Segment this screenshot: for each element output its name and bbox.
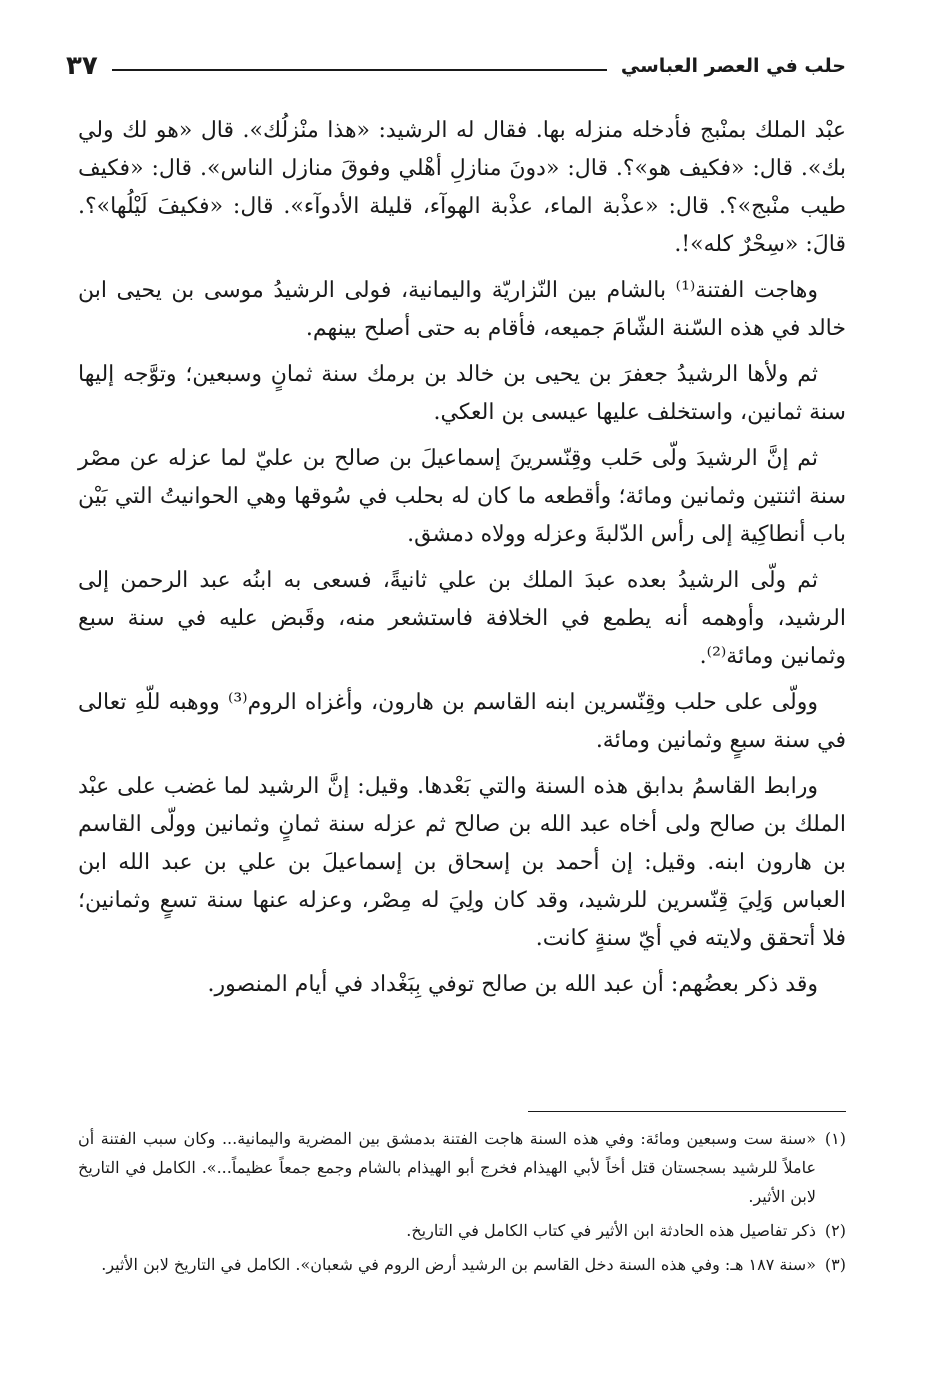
footnote-text: ذكر تفاصيل هذه الحادثة ابن الأثير في كتاب الكامل في التاريخ. xyxy=(406,1221,816,1240)
paragraph: وهاجت الفتنة⁽¹⁾ بالشام بين النّزاريّة واليمانية، فولى الرشيدُ موسى بن يحيى ابن خالد في هذه السّنة الشّامَ جميعه، فأقام به حتى أصلح بينهم. xyxy=(78,278,846,341)
footnote xyxy=(78,1124,846,1211)
paragraph: وقد ذكر بعضُهم: أن عبد الله بن صالح توفي بِبَغْداد في أيام المنصور. xyxy=(207,972,818,997)
paragraph: ثم ولّى الرشيدُ بعده عبدَ الملك بن علي ثانيةً، فسعى به ابنُه عبد الرحمن إلى الرشيد، وأوهمه أنه يطمع في الخلافة فاستشعر منه، وقَبض عليه في سنة سبع وثمانين ومائة⁽²⁾. xyxy=(78,568,846,669)
paragraph: ورابط القاسمُ بدابق هذه السنة والتي بَعْدها. وقيل: إنَّ الرشيد لما غضب على عبْد الملك بن صالح ولى أخاه عبد الله بن صالح ثم عزله سنة ثمانٍ وثمانين وولّى القاسم بن هارون ابنه. وقيل: إن أحمد بن إسحاق بن إسماعيلَ بن علي بن عبد الله ابن العباس وَلِيَ قِنّسرين للرشيد، وقد كان ولِيَ له مِصْر، وعزله عنها سنة تسعٍ وثمانين؛ فلا أتحقق ولايته في أيّ سنةٍ كانت. xyxy=(78,774,846,951)
paragraph: عبْد الملك بمنْبج فأدخله منزله بها. فقال له الرشيد: «هذا منْزلُك». قال «هو لك ولي بك». قال: «فكيف هو»؟. قال: «دونَ منازلِ أهْلي وفوقَ منازل الناس». قال: «فكيف طيب منْبج»؟. قال: «عذْبة الماء، عذْبة الهوآء، قليلة الأدوآء». قال: «فكيفَ لَيْلُها»؟. قالَ: «سِحْرٌ كله»!. xyxy=(78,118,846,257)
footnote-text: «سنة ١٨٧ هـ: وفي هذه السنة دخل القاسم بن الرشيد أرض الروم في شعبان». الكامل في التاريخ لابن الأثير. xyxy=(101,1255,816,1274)
running-title: حلب في العصر العباسي xyxy=(620,55,846,77)
paragraph: ثم إنَّ الرشيدَ ولّى حَلب وقِنّسرينَ إسماعيلَ بن صالح بن عليّ لما عزله عن مصْر سنة اثنتين وثمانين ومائة؛ وأقطعه ما كان له بحلب في سُوقها وهي الحوانيتُ التي بَيْن باب أنطاكِية إلى رأس الدّلبةَ وعزله وولاه دمشق. xyxy=(78,446,846,547)
main-text xyxy=(78,112,846,1012)
page-number: ٣٧ xyxy=(66,51,98,81)
footnote-separator xyxy=(528,1111,846,1112)
footnote-number: (١) xyxy=(824,1129,846,1148)
page-header xyxy=(66,46,846,86)
paragraph: وولّى على حلب وقِنّسرين ابنه القاسم بن هارون، وأغزاه الروم⁽³⁾ ووهبه للّهِ تعالى في سنة سبعٍ وثمانين ومائة. xyxy=(78,690,846,753)
footnote-number: (٢) xyxy=(824,1221,846,1240)
footnote xyxy=(78,1250,846,1279)
footnotes xyxy=(78,1124,846,1284)
paragraph: ثم ولأها الرشيدُ جعفرَ بن يحيى بن خالد بن برمك سنة ثمانٍ وسبعين؛ وتوَّجه إليها سنة ثمانين، واستخلف عليها عيسى بن العكي. xyxy=(78,362,846,425)
header-rule xyxy=(112,69,607,71)
footnote xyxy=(78,1216,846,1245)
footnote-text: «سنة ست وسبعين ومائة: وفي هذه السنة هاجت الفتنة بدمشق بين المضرية واليمانية... وكان سبب الفتنة أن عاملاً للرشيد بسجستان قتل أخاً لأبي الهيذام فخرج أبو الهيذام بالشام وجمع جمعاً عظيماً...». الكامل في التاريخ لابن الأثير. xyxy=(78,1129,816,1206)
footnote-number: (٣) xyxy=(824,1255,846,1274)
